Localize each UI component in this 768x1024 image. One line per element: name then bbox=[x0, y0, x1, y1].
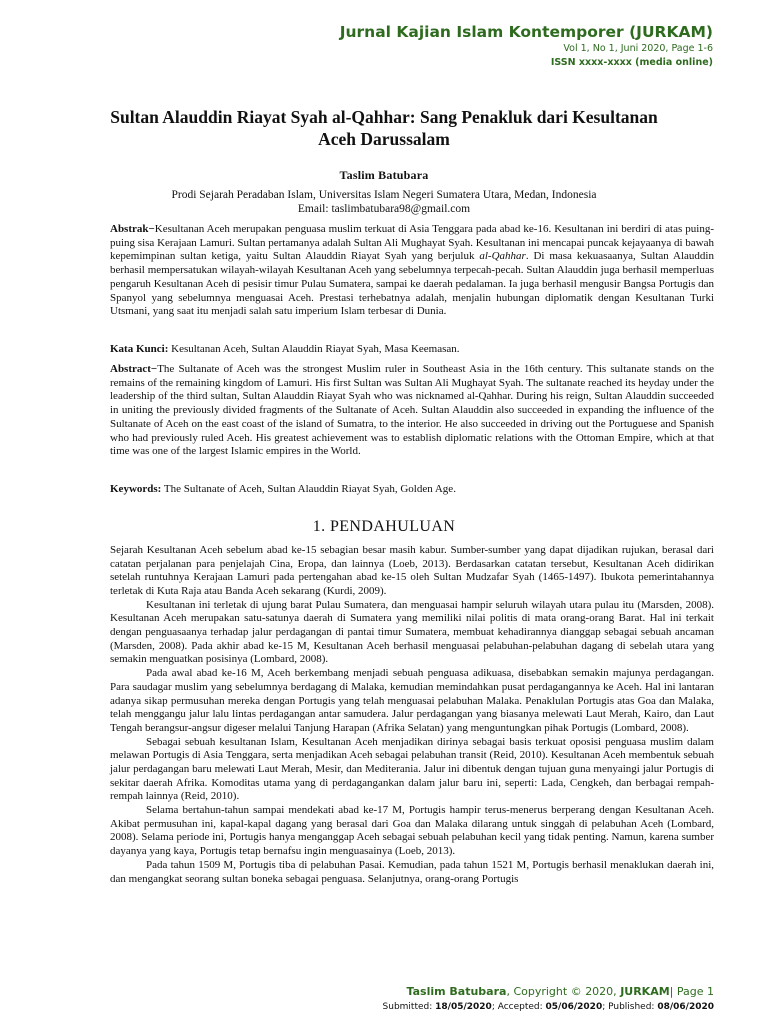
abstract-id-label: Abstrak− bbox=[110, 223, 155, 235]
footer-page: | Page 1 bbox=[669, 985, 714, 998]
journal-issn: ISSN xxxx-xxxx (media online) bbox=[550, 57, 713, 68]
abstract-en-label: Abstract− bbox=[110, 363, 158, 375]
abstract-id-text-2: . Di masa kekuasaanya, Sultan Alauddin berhasil mempersatukan wilayah-wilayah Kesultanan Aceh yang sebelumnya terpecah-pecah. Sultan Alauddin juga berhasil memperluas pengaruh Kesultanan Aceh di pesisir timur Pulau Sumatera, sampai ke daerah pedalaman. Ia juga berhasil mengusir Bangsa Portugis dan Spanyol yang sebelumnya menguasai Aceh. Prestasi terhebatnya adalah, menjalin hubungan diplomatik dengan Kesultanan Turki Utsmani, yang saat itu menjadi salah satu imperium Islam terbesar di Dunia. bbox=[110, 250, 714, 318]
author-affiliation: Prodi Sejarah Peradaban Islam, Universitas Islam Negeri Sumatera Utara, Medan, Indonesia bbox=[171, 189, 597, 201]
keywords-en-label: Keywords: bbox=[110, 483, 162, 495]
abstract-id-italic: al-Qahhar bbox=[479, 250, 526, 263]
footer-author: Taslim Batubara bbox=[406, 985, 507, 998]
abstract-english bbox=[110, 363, 714, 459]
paragraph: Sebagai sebuah kesultanan Islam, Kesultanan Aceh menjadikan dirinya sebagai basis terkuat oposisi penguasa muslim dalam melawan Portugis di Asia Tenggara, serta menjadikan Aceh sebagai pelabuhan transit (Reid, 2010). Kesultanan Aceh membentuk sebuah jalur perdagangan baru melewati Laut Merah, Mesir, dan Mediterania. Jalur ini dibentuk dengan tujuan guna menyaingi jalur Portugis di sekitar daerah Afrika. Komoditas utama yang di perdagangankan dalam jalur baru ini, seperti: Lada, Cengkeh, dan berbagai rempah-rempah lainnya (Reid, 2010). bbox=[110, 735, 714, 803]
footer-copyright bbox=[407, 985, 714, 998]
introduction-body bbox=[110, 544, 714, 887]
author-affiliation-block bbox=[0, 188, 768, 216]
footer-dates bbox=[383, 1002, 714, 1012]
paragraph: Pada tahun 1509 M, Portugis tiba di pelabuhan Pasai. Kemudian, pada tahun 1521 M, Portugis berhasil menaklukan daerah ini, dan mengangkat seorang sultan boneka sebagai penguasa. Selanjutnya, orang-orang Portugis bbox=[110, 859, 714, 885]
keywords-en-text: The Sultanate of Aceh, Sultan Alauddin Riayat Syah, Golden Age. bbox=[161, 483, 456, 495]
footer-copyright-text: , Copyright © 2020, bbox=[506, 985, 621, 998]
accepted-date: 05/06/2020 bbox=[545, 1002, 603, 1012]
keywords-indonesian bbox=[110, 343, 714, 357]
submitted-label: Submitted: bbox=[382, 1002, 436, 1012]
journal-header bbox=[340, 22, 713, 70]
abstract-en-text: The Sultanate of Aceh was the strongest Muslim ruler in Southeast Asia in the 16th century. This sultanate stands on the remains of the remaining kingdom of Lamuri. His first Sultan was Sultan Ali Mughayat Syah. The sultanate reached its heyday under the leadership of the third sultan, Sultan Alauddin Riayat Syah who was nicknamed al-Qahhar. During his reign, Sultan Alauddin succeeded in uniting the previously divided fragments of the Sultanate of Aceh. Sultan Alauddin also succeeded in expanding the influence of the Sultanate of Aceh on the east coast of the island of Sumatra, to the interior. He also succeeded in driving out the Portuguese and Spanish who had previously ruled Aceh. His greatest achievement was to establish diplomatic relations with the Ottoman Empire, which at that time was one of the largest Islamic empires in the World. bbox=[110, 363, 714, 458]
paragraph: Kesultanan ini terletak di ujung barat Pulau Sumatera, dan menguasai hampir seluruh wilayah utara pulau itu (Marsden, 2008). Kesultanan Aceh merupakan satu-satunya daerah di Sumatera yang memiliki nilai politis di mata orang-orang Barat. Hal ini terkait dengan penguasaanya terhadap jalur perdagangan di pantai timur Sumatera, membuat kehadirannya dianggap sebagai sebuah ancaman (Marsden, 2008). Pada akhir abad ke-15 M, Kesultanan Aceh berhasil menguasai pelabuhan-pelabuhan dagang di sebelah utara yang semakin menguatkan posisinya (Lombard, 2008). bbox=[110, 598, 714, 666]
accepted-label: ; Accepted: bbox=[491, 1002, 546, 1012]
abstract-id-text-1: Kesultanan Aceh merupakan penguasa muslim terkuat di Asia Tenggara pada abad ke-16. Kesultanan ini berdiri di atas puing-puing sisa Kerajaan Lamuri. Sultan pertamanya adalah Sultan Ali Mughayat Syah. Kesultanan ini mencapai puncak kejayaanya di bawah kepemimpinan sultan ketiga, yaitu Sultan Alauddin Riayat Syah yang berjuluk bbox=[110, 223, 714, 263]
author-email: Email: taslimbatubara98@gmail.com bbox=[297, 203, 471, 215]
journal-name: Jurnal Kajian Islam Kontemporer (JURKAM) bbox=[339, 23, 713, 41]
published-date: 08/06/2020 bbox=[657, 1002, 714, 1012]
keywords-id-label: Kata Kunci: bbox=[110, 343, 169, 355]
abstract-indonesian bbox=[110, 223, 714, 319]
article-title: Sultan Alauddin Riayat Syah al-Qahhar: Sang Penakluk dari Kesultanan Aceh Darussalam bbox=[110, 107, 658, 149]
paragraph: Pada awal abad ke-16 M, Aceh berkembang menjadi sebuah penguasa adikuasa, disebabkan semakin majunya perdagangan. Para saudagar muslim yang sebelumnya berdagang di Malaka, kemudian memindahkan pusat perdagangannya ke Aceh. Hal ini lantaran adanya sikap permusuhan mereka dengan Portugis yang telah menguasai pelabuhan Malaka. Penaklulan Portugis atas Goa dan Malaka, telah menggangu jalur lalu lintas perdagangan antar samudera. Jalur perdagangan yang biasanya melewati Laut Merah, Kairo, dan Laut Tengah berangsur-angsur digeser melalui Tanjung Harapan (Afrika Selatan) yang menguntungkan pihak Portugis (Lombard, 2008). bbox=[110, 667, 714, 734]
keywords-id-text: Kesultanan Aceh, Sultan Alauddin Riayat Syah, Masa Keemasan. bbox=[168, 343, 460, 355]
keywords-english bbox=[110, 483, 714, 497]
section-heading: 1. PENDAHULUAN bbox=[312, 518, 456, 535]
published-label: ; Published: bbox=[602, 1002, 658, 1012]
footer-journal: JURKAM bbox=[620, 985, 670, 998]
article-author: Taslim Batubara bbox=[339, 168, 429, 182]
paragraph: Sejarah Kesultanan Aceh sebelum abad ke-15 sebagian besar masih kabur. Sumber-sumber yang dapat dijadikan rujukan, berasal dari catatan perjalanan para penjelajah Cina, Eropa, dan lainnya (Loeb, 2013). Berdasarkan catatan tersebut, Kesultanan Aceh didirikan setelah runtuhnya Kerajaan Lamuri pada pertengahan abad ke-15 oleh Sultan Mudzafar Syah (1465-1497). Ibukota pemerintahannya terletak di Kuta Raja atau Banda Aceh sekarang (Kurdi, 2009). bbox=[110, 544, 714, 597]
submitted-date: 18/05/2020 bbox=[435, 1002, 492, 1012]
paragraph: Selama bertahun-tahun sampai mendekati abad ke-17 M, Portugis hampir terus-menerus berperang dengan Kesultanan Aceh. Akibat permusuhan ini, kapal-kapal dagang yang berasal dari Goa dan Malaka dilarang untuk singgah di pelabuhan Aceh (Lombard, 2008). Selama periode ini, Portugis hanya menganggap Aceh sebagai sebuah pelabuhan kecil yang tidak penting. Namun, karena sumber dayanya yang kaya, Portugis tetap bernafsu ingin menguasainya (Loeb, 2013). bbox=[110, 804, 714, 858]
journal-issue: Vol 1, No 1, Juni 2020, Page 1-6 bbox=[563, 43, 713, 54]
